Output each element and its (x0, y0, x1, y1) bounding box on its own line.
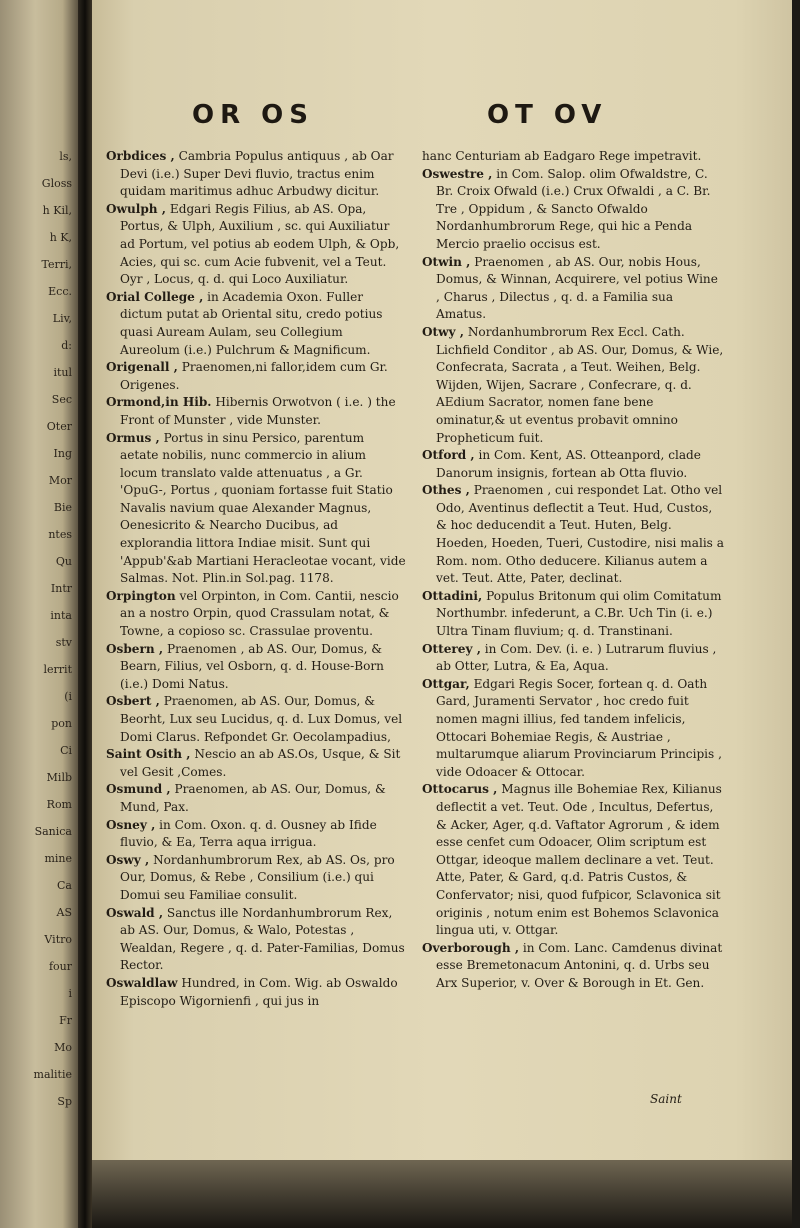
entry-text: in Com. Oxon. q. d. Ousney ab Ifide fluvio, & Ea, Terra aqua irrigua. (120, 817, 377, 850)
dictionary-entry (106, 394, 406, 429)
adjacent-page-fragment: Liv, (52, 312, 72, 325)
dictionary-entry (106, 905, 406, 975)
adjacent-page-fragment: Oter (46, 420, 72, 433)
entry-text: in Com. Kent, AS. Otteanpord, clade Danorum insignis, fortean ab Otta fluvio. (436, 448, 701, 480)
entry-headword: Origenall , (106, 360, 178, 375)
entry-headword: Orial College , (106, 289, 204, 304)
entry-headword: Oswestre , (422, 166, 493, 181)
entry-headword: Ormond,in Hib. (106, 395, 212, 410)
dictionary-entry (106, 359, 406, 394)
header-right: OT OV (487, 100, 608, 130)
adjacent-page-fragment: AS (56, 906, 72, 919)
entry-text: Hundred, in Com. Wig. ab Oswaldo Episcopo Wigornienfi , qui jus in (120, 975, 398, 1008)
adjacent-page-fragment: four (48, 960, 72, 973)
adjacent-page-fragment: inta (50, 609, 72, 622)
dictionary-entry (106, 781, 406, 816)
entry-headword: Osbern , (106, 641, 164, 656)
adjacent-page-fragment: Intr (50, 582, 72, 595)
adjacent-page-fragment: h K, (49, 231, 72, 244)
adjacent-page-fragment: i (68, 987, 72, 1000)
entry-text: Populus Britonum qui olim Comitatum Northumbr. infederunt, a C.Br. Uch Tin (i. e.) Ultra Tinam fluvium; q. d. Transtinani. (436, 588, 722, 639)
entry-text: Hibernis Orwotvon ( i.e. ) the Front of Munster , vide Munster. (120, 395, 396, 427)
entry-headword: Osbert , (106, 694, 160, 709)
adjacent-page-fragment: Vitro (44, 933, 72, 946)
adjacent-page-fragment: mine (44, 852, 72, 865)
entry-headword: Oswaldlaw (106, 975, 178, 990)
dictionary-entry (422, 324, 724, 447)
entry-text: Magnus ille Bohemiae Rex, Kilianus deflectit a vet. Teut. Ode , Incultus, Defertus, & Acker, Ager, q.d. Vaftator Agrorum , & idem esse cenfet cum Odoacer, Olim scriptum est Ottgar, ideoque mallem declinare a vet. Teut. Atte, Pater, & Gard, q.d. Patris Custos, & Confervator; nisi, quod fufpicor, Sclavonica sit originis , notum enim est Bohemos Sclavonica lingua uti, v. Ottgar. (436, 782, 722, 938)
dictionary-entry (422, 482, 724, 588)
entry-text: Nordanhumbrorum Rex, ab AS. Os, pro Our, Domus, & Rebe , Consilium (i.e.) qui Domui seu Familiae consulit. (120, 852, 395, 902)
dictionary-entry (422, 676, 724, 782)
dictionary-entry (106, 148, 406, 201)
left-column (106, 148, 406, 1010)
dictionary-entry (106, 201, 406, 289)
entry-text: Sanctus ille Nordanhumbrorum Rex, ab AS. Our, Domus, & Walo, Potestas , Wealdan, Regere , q. d. Pater-Familias, Domus Rector. (120, 905, 405, 973)
adjacent-page-fragment: Sanica (34, 825, 72, 838)
adjacent-page-fragment: Milb (46, 771, 72, 784)
running-header (92, 100, 792, 140)
entry-headword: Overborough , (422, 940, 520, 955)
dictionary-entry (106, 975, 406, 1010)
entry-headword: Otwin , (422, 254, 471, 269)
dictionary-entry (106, 430, 406, 588)
header-left: OR OS (192, 100, 315, 130)
entry-headword: Otterey , (422, 641, 481, 656)
dictionary-entry (422, 447, 724, 482)
adjacent-page-fragment: malitie (33, 1068, 72, 1081)
entry-headword: Orpington (106, 588, 176, 603)
dictionary-entry (422, 781, 724, 939)
adjacent-page-fragment: Mor (48, 474, 72, 487)
dictionary-entry (106, 746, 406, 781)
entry-headword: Ottadini, (422, 588, 483, 603)
entry-text: vel Orpinton, in Com. Cantii, nescio an a nostro Orpin, quod Crassulam notat, & Towne, a copioso sc. Crassulae proventu. (120, 588, 399, 639)
entry-headword: Ottgar, (422, 676, 470, 691)
entry-text: in Academia Oxon. Fuller dictum putat ab Oriental situ, credo potius quasi Auream Aulam, seu Collegium Aureolum (i.e.) Pulchrum & Magnificum. (120, 289, 383, 357)
entry-text: Praenomen, ab AS. Our, Domus, & Beorht, Lux seu Lucidus, q. d. Lux Domus, vel Domi Clarus. Refpondet Gr. Oecolampadius, (120, 694, 403, 744)
entry-text: Portus in sinu Persico, parentum aetate nobilis, nunc commercio in alium locum translato valde attenuatus , a Gr. 'OpuG-, Portus , quoniam fortasse fuit Statio Navalis navium quae Alexander Magnus, Oenesicrito & Nearcho Ducibus, ad explorandia littora Indiae misit. Sunt qui 'Appub'&ab Martiani Heracleotae vocant, vide Salmas. Not. Plin.in Sol.pag. 1178. (120, 430, 406, 586)
adjacent-page-fragment: h Kil, (42, 204, 72, 217)
adjacent-page-fragment: ntes (48, 528, 72, 541)
adjacent-page-edge (0, 0, 78, 1228)
adjacent-page-fragment: Qu (55, 555, 72, 568)
entry-headword: Oswy , (106, 852, 150, 867)
entry-headword: Saint Osith , (106, 747, 191, 762)
entry-headword: Otwy , (422, 324, 464, 339)
adjacent-page-fragment: Terri, (41, 258, 72, 271)
page-bottom-shadow (92, 1160, 792, 1228)
dictionary-entry (106, 852, 406, 905)
adjacent-page-fragment: Gloss (41, 177, 72, 190)
entry-text: in Com. Dev. (i. e. ) Lutrarum fluvius , ab Otter, Lutra, & Ea, Aqua. (436, 641, 717, 674)
entry-headword: Otford , (422, 448, 475, 463)
dictionary-entry (106, 289, 406, 359)
adjacent-page-fragment: pon (51, 717, 72, 730)
dictionary-entry (106, 817, 406, 852)
entry-text: Praenomen, ab AS. Our, Domus, & Mund, Pax. (120, 782, 386, 814)
entry-headword: Orbdices , (106, 149, 175, 163)
adjacent-page-fragment: Ing (53, 447, 72, 460)
dictionary-entry (422, 940, 724, 993)
entry-text: in Com. Salop. olim Ofwaldstre, C. Br. Croix Ofwald (i.e.) Crux Ofwaldi , a C. Br. Tre , Oppidum , & Sancto Ofwaldo Nordanhumbrorum Rege, qui hic a Penda Mercio praelio occisus est. (436, 166, 711, 251)
adjacent-page-fragment: Bie (53, 501, 72, 514)
entry-text: Edgari Regis Socer, fortean q. d. Oath Gard, Juramenti Servator , hoc credo fuit nomen magni illius, fed tandem infelicis, Ottocari Bohemiae Regis, & Austriae , multarumque aliarum Provinciarum Principis , vide Odoacer & Ottocar. (436, 676, 722, 779)
entry-headword: Oswald , (106, 905, 164, 920)
entry-text: Edgari Regis Filius, ab AS. Opa, Portus, & Ulph, Auxilium , sc. qui Auxiliatur ad Portum, vel potius ab eodem Ulph, & Opb, Acies, qui sc. cum Acie fubvenit, vel a Teut. Oyr , Locus, q. d. qui Loco Auxiliatur. (120, 201, 400, 287)
adjacent-page-fragment: lerrit (43, 663, 72, 676)
adjacent-page-fragment: ls, (59, 150, 72, 163)
dictionary-entry (106, 588, 406, 641)
entry-text: Praenomen , ab AS. Our, nobis Hous, Domus, & Winnan, Acquirere, vel potius Wine , Charus , Dilectus , q. d. a Familia sua Amatus. (436, 254, 718, 322)
adjacent-page-fragment: Ci (60, 744, 72, 757)
entry-text: Cambria Populus antiquus , ab Oar Devi (i.e.) Super Devi fluvio, tractus enim quidam maritimus adhuc Arbudwy dicitur. (120, 149, 394, 199)
adjacent-page-fragment: Mo (54, 1041, 72, 1054)
adjacent-page-fragment: (i (64, 690, 72, 703)
dictionary-entry (422, 254, 724, 324)
entry-headword: Osney , (106, 817, 156, 832)
dictionary-entry (422, 641, 724, 676)
entry-headword: Ormus , (106, 430, 160, 445)
entry-headword: Othes , (422, 483, 470, 498)
entry-text: Praenomen , cui respondet Lat. Otho vel Odo, Aventinus deflectit a Teut. Hud, Custos, & hoc deducendit a Teut. Huten, Belg. Hoeden, Hoeden, Tueri, Custodire, nisi malis a Rom. nom. Otho deducere. Kilianus autem a vet. Teut. Atte, Pater, declinat. (436, 483, 724, 586)
entry-text: Nordanhumbrorum Rex Eccl. Cath. Lichfield Conditor , ab AS. Our, Domus, & Wie, Confecrata, Sacrata , a Teut. Weihen, Belg. Wijden, Wijen, Sacrare , Confecrare, q. d. AEdium Sacrator, nomen fane bene ominatur,& ut eventus probavit omnino Propheticum fuit. (436, 324, 724, 445)
entry-text: Praenomen,ni fallor,idem cum Gr. Origenes. (120, 360, 388, 392)
entry-text: hanc Centuriam ab Eadgaro Rege impetravit. (422, 149, 702, 163)
dictionary-entry (106, 641, 406, 694)
dictionary-entry (422, 588, 724, 641)
adjacent-page-fragment: itul (53, 366, 72, 379)
dictionary-entry (422, 166, 724, 254)
adjacent-page-fragment: Ecc. (48, 285, 72, 298)
adjacent-page-fragment: stv (55, 636, 72, 649)
entry-headword: Owulph , (106, 201, 167, 216)
entry-text: in Com. Lanc. Camdenus divinat esse Bremetonacum Antonini, q. d. Urbs seu Arx Superior, v. Over & Borough in Et. Gen. (436, 940, 723, 990)
dictionary-entry (106, 693, 406, 746)
dictionary-entry (422, 148, 724, 166)
entry-headword: Osmund , (106, 782, 171, 797)
adjacent-page-fragment: Rom (46, 798, 72, 811)
adjacent-page-fragment: d: (61, 339, 72, 352)
right-column (422, 148, 724, 993)
entry-headword: Ottocarus , (422, 782, 498, 797)
catchword: Saint (650, 1092, 682, 1106)
book-gutter (78, 0, 92, 1228)
entry-text: Nescio an ab AS.Os, Usque, & Sit vel Gesit ,Comes. (120, 747, 401, 779)
adjacent-page-fragment: Ca (57, 879, 72, 892)
adjacent-page-fragment: Fr (59, 1014, 72, 1027)
adjacent-page-fragment: Sp (57, 1095, 72, 1108)
entry-text: Praenomen , ab AS. Our, Domus, & Bearn, Filius, vel Osborn, q. d. House-Born (i.e.) Domi Natus. (120, 641, 384, 691)
adjacent-page-fragment: Sec (51, 393, 72, 406)
